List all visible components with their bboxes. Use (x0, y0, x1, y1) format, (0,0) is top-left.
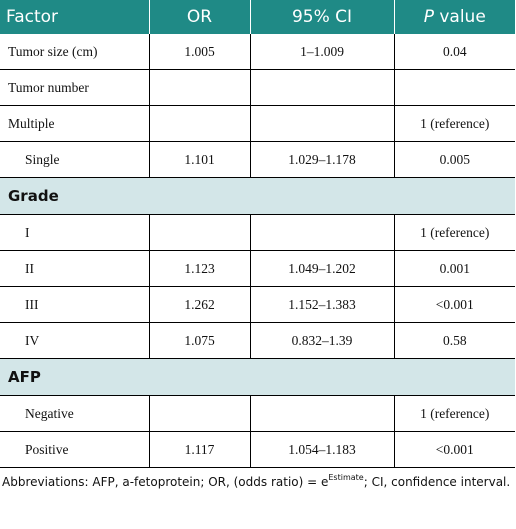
group-row (0, 359, 515, 396)
or-cell: 1.005 (149, 34, 250, 70)
header-row (0, 0, 515, 34)
ci-cell: 1–1.009 (250, 34, 394, 70)
p-value-cell: 1 (reference) (394, 396, 515, 432)
p-value-cell: 1 (reference) (394, 215, 515, 251)
factor-cell: I (0, 215, 149, 251)
table-row (0, 396, 515, 432)
footnote-text-end: ; CI, confidence interval. (363, 475, 511, 489)
or-cell: 1.262 (149, 287, 250, 323)
table-header (0, 0, 515, 34)
header-ci: 95% CI (250, 0, 394, 34)
table-row (0, 251, 515, 287)
header-p-value (394, 0, 515, 34)
header-factor: Factor (0, 0, 149, 34)
footnote-superscript: Estimate (328, 473, 364, 482)
footnote-text: Abbreviations: AFP, a-fetoprotein; OR, (odds ratio) = e (2, 475, 329, 489)
factor-cell: II (0, 251, 149, 287)
group-label: Grade (0, 178, 515, 215)
table-footnote (0, 474, 516, 491)
or-cell: 1.123 (149, 251, 250, 287)
factor-cell: Positive (0, 432, 149, 468)
table-row (0, 432, 515, 468)
ci-cell: 1.049–1.202 (250, 251, 394, 287)
table-body (0, 34, 515, 468)
or-cell (149, 70, 250, 106)
or-cell (149, 396, 250, 432)
or-cell: 1.117 (149, 432, 250, 468)
ci-cell (250, 215, 394, 251)
or-cell (149, 106, 250, 142)
ci-cell (250, 106, 394, 142)
ci-cell (250, 396, 394, 432)
p-value-cell: 1 (reference) (394, 106, 515, 142)
p-value-cell: 0.005 (394, 142, 515, 178)
group-label: AFP (0, 359, 515, 396)
p-value-cell: 0.04 (394, 34, 515, 70)
p-value-cell: 0.58 (394, 323, 515, 359)
ci-cell: 1.054–1.183 (250, 432, 394, 468)
factor-cell: Multiple (0, 106, 149, 142)
table-row (0, 323, 515, 359)
factor-cell: Negative (0, 396, 149, 432)
group-row (0, 178, 515, 215)
ci-cell (250, 70, 394, 106)
ci-cell: 1.029–1.178 (250, 142, 394, 178)
header-p-letter: P (423, 7, 434, 27)
factor-cell: Tumor size (cm) (0, 34, 149, 70)
p-value-cell: <0.001 (394, 287, 515, 323)
p-value-cell (394, 70, 515, 106)
table-row (0, 142, 515, 178)
factor-cell: Tumor number (0, 70, 149, 106)
p-value-cell: <0.001 (394, 432, 515, 468)
table-row (0, 287, 515, 323)
table-row (0, 106, 515, 142)
ci-cell: 1.152–1.383 (250, 287, 394, 323)
or-cell: 1.101 (149, 142, 250, 178)
ci-cell: 0.832–1.39 (250, 323, 394, 359)
factor-cell: Single (0, 142, 149, 178)
table-row (0, 215, 515, 251)
or-cell (149, 215, 250, 251)
factor-cell: IV (0, 323, 149, 359)
header-p-suffix: value (433, 7, 486, 27)
table-row (0, 34, 515, 70)
p-value-cell: 0.001 (394, 251, 515, 287)
or-cell: 1.075 (149, 323, 250, 359)
header-or: OR (149, 0, 250, 34)
table-row (0, 70, 515, 106)
factor-cell: III (0, 287, 149, 323)
